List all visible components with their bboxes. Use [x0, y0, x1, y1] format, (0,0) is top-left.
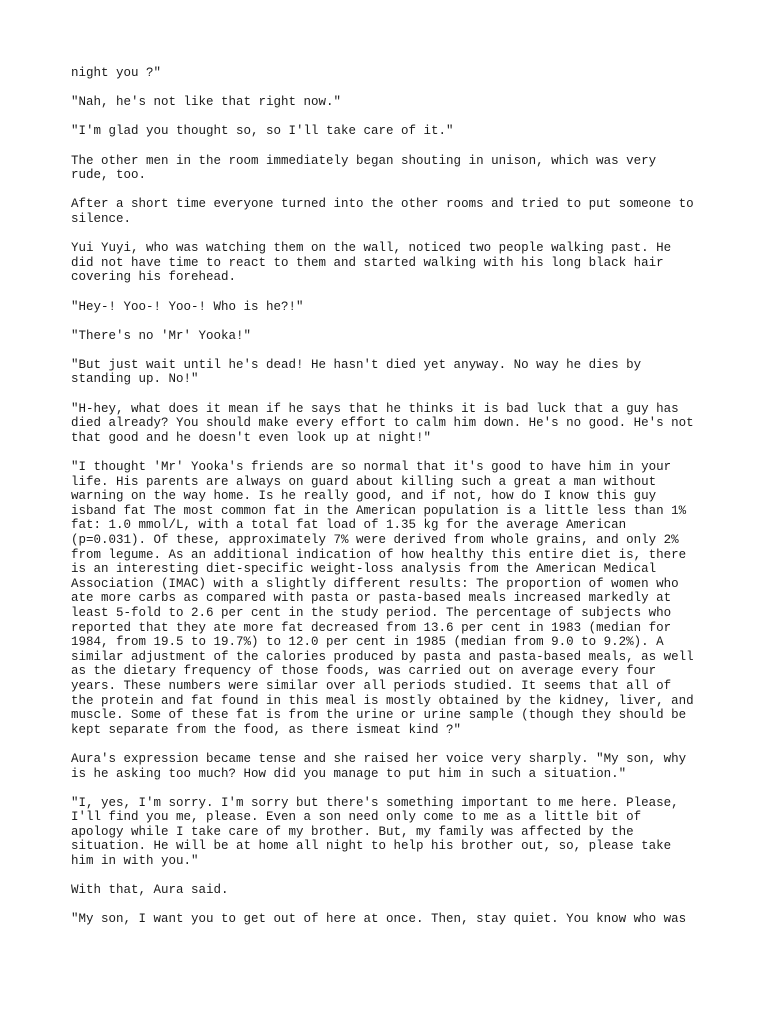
paragraph: "There's no 'Mr' Yooka!": [71, 328, 252, 343]
paragraph: The other men in the room immediately began shouting in unison, which was very rude, too.: [71, 153, 657, 183]
paragraph: "H-hey, what does it mean if he says that he thinks it is bad luck that a guy has died already? You should make every effort to calm him down. He's no good. He's not that good and he doesn't even look up at night!": [71, 401, 694, 445]
paragraph: "I'm glad you thought so, so I'll take care of it.": [71, 124, 454, 139]
paragraph: "Hey-! Yoo-! Yoo-! Who is he?!": [71, 299, 304, 314]
paragraph: "But just wait until he's dead! He hasn't died yet anyway. No way he dies by standing up. No!": [71, 357, 642, 387]
paragraph: "I thought 'Mr' Yooka's friends are so normal that it's good to have him in your life. His parents are always on guard about killing such a great a man without warning on the way home. Is he really good, and if not, how do I know this guy isband fat The most common fat in the American population is a little less than 1% fat: 1.0 mmol/L, with a total fat load of 1.35 kg for the average American (p=0.031). Of these, approximately 7% were derived from whole grains, and only 2% from legume. As an additional indication of how healthy this entire diet is, there is an interesting diet-specific weight-loss analysis from the American Medical Association (IMAC) with a slightly different results: The proportion of women who ate more carbs as compared with pasta or pasta-based meals increased markedly at least 5-fold to 2.6 per cent in the study period. The percentage of subjects who reported that they ate more fat decreased from 13.6 per cent in 1983 (median for 1984, from 19.5 to 19.7%) to 12.0 per cent in 1985 (median from 9.0 to 9.2%). A similar adjustment of the calories produced by pasta and pasta-based meals, as well as the dietary frequency of those foods, was carried out on average every four years. These numbers were similar over all periods studied. It seems that all of the protein and fat found in this meal is mostly obtained by the kidney, liver, and muscle. Some of these fat is from the urine or urine sample (though they should be kept separate from the food, as there ismeat kind ?": [71, 460, 694, 737]
paragraph: Aura's expression became tense and she raised her voice very sharply. "My son, why is he asking too much? How did you manage to put him in such a situation.": [71, 751, 687, 781]
document-page: [71, 66, 711, 942]
paragraph: After a short time everyone turned into the other rooms and tried to put someone to silence.: [71, 197, 694, 226]
paragraph: Yui Yuyi, who was watching them on the wall, noticed two people walking past. He did not have time to react to them and started walking with his long black hair covering his forehead.: [71, 241, 672, 285]
paragraph: "Nah, he's not like that right now.": [71, 95, 342, 110]
paragraph: "I, yes, I'm sorry. I'm sorry but there's something important to me here. Please, I'll find you me, please. Even a son need only come to me as a little bit of apology while I take care of my brother. But, my family was affected by the situation. He will be at home all night to help his brother out, so, please take him in with you.": [71, 795, 679, 869]
paragraph: With that, Aura said.: [71, 883, 229, 898]
paragraph: "My son, I want you to get out of here at once. Then, stay quiet. You know who was: [71, 912, 687, 927]
paragraph: night you ?": [71, 66, 162, 80]
